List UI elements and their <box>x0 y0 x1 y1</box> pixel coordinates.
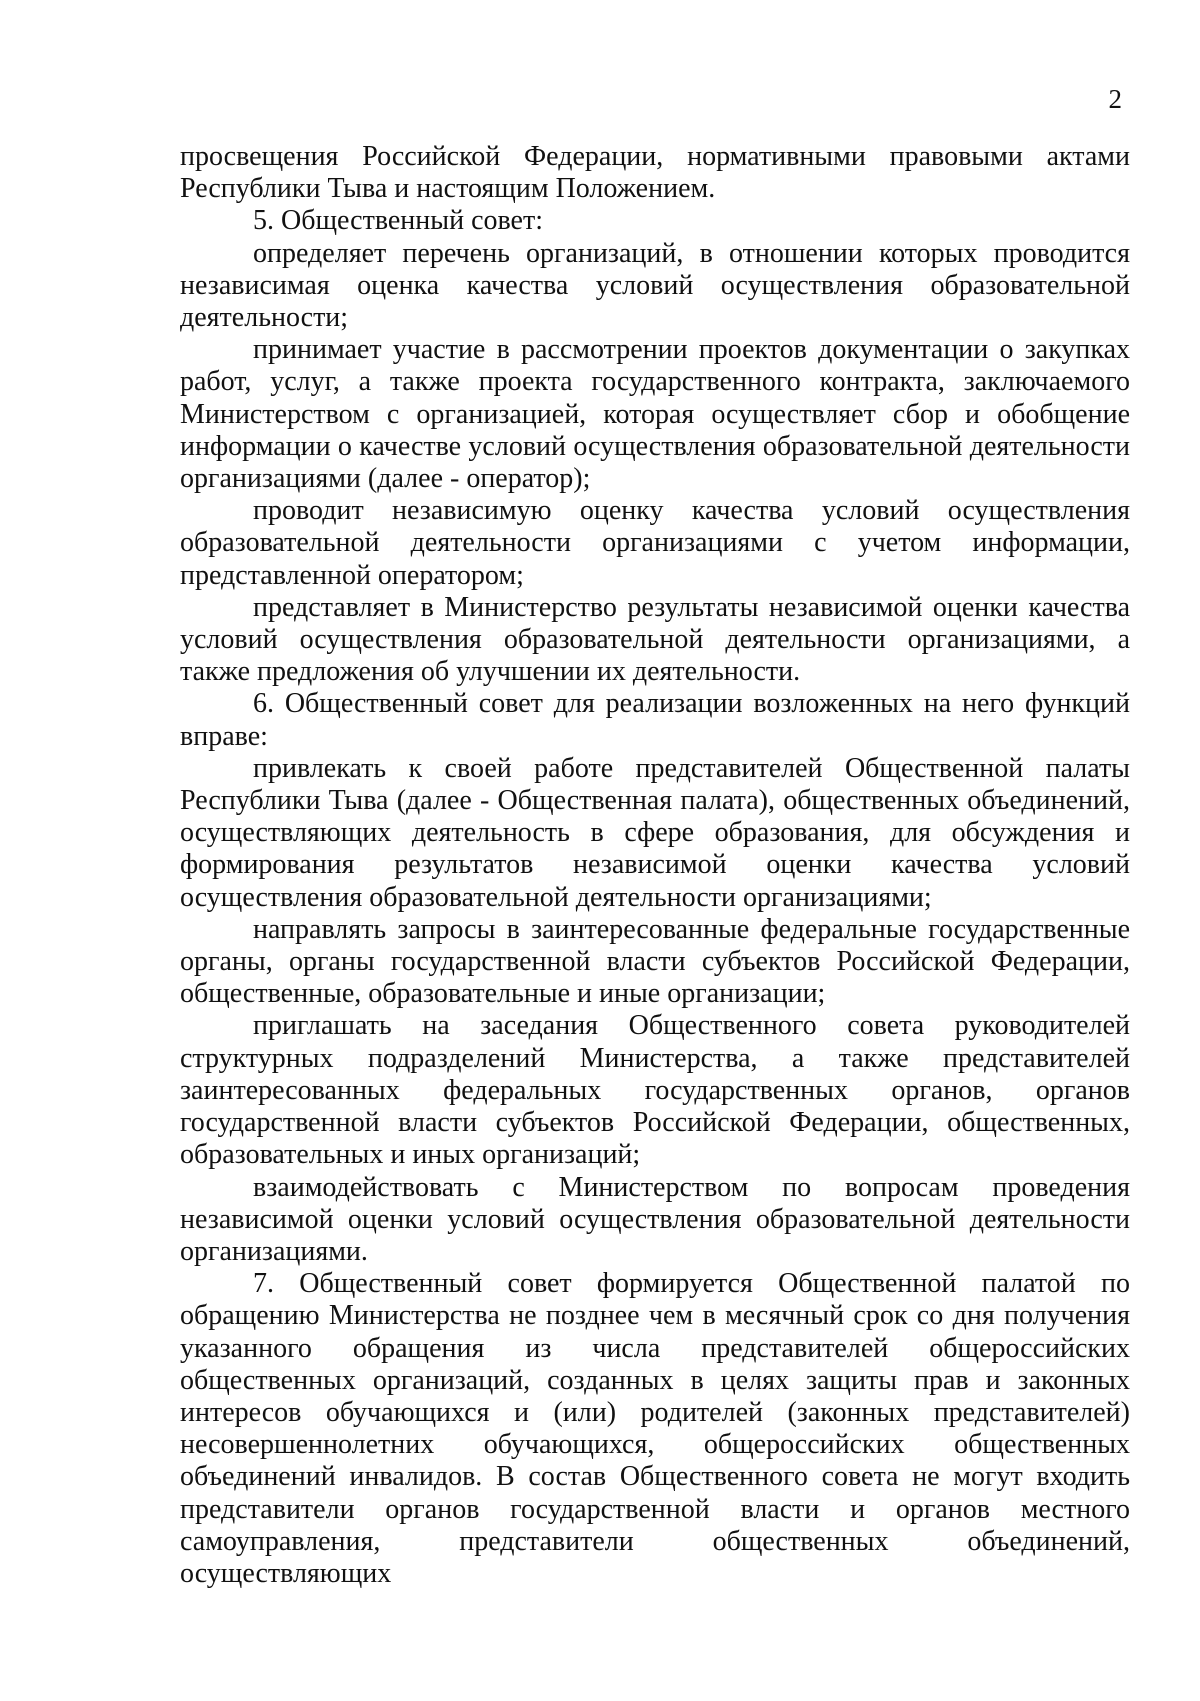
paragraph-item-6-clause-2: направлять запросы в заинтересованные федеральные государственные органы, органы государственной власти субъектов Российской Федерации, общественные, образовательные и иные организации; <box>180 913 1130 1010</box>
paragraph-item-5-heading: 5. Общественный совет: <box>253 205 543 237</box>
paragraph-item-6-heading: 6. Общественный совет для реализации возложенных на него функций вправе: <box>180 688 1130 752</box>
paragraph-item-5-clause-1: определяет перечень организаций, в отношении которых проводится независимая оценка качества условий осуществления образовательной деятельности; <box>180 237 1130 334</box>
paragraph-item-5-clause-4: представляет в Министерство результаты независимой оценки качества условий осуществления образовательной деятельности организациями, а также предложения об улучшении их деятельности. <box>180 591 1130 688</box>
paragraph-item-7: 7. Общественный совет формируется Общественной палатой по обращению Министерства не позднее чем в месячный срок со дня получения указанного обращения из числа представителей общероссийских общественных организаций, созданных в целях защиты прав и законных интересов обучающихся и (или) родителей (законных представителей) несовершеннолетних обучающихся, общероссийских общественных объединений инвалидов. В состав Общественного совета не могут входить представители органов государственной власти и органов местного самоуправления, представители общественных объединений, осуществляющих <box>180 1268 1130 1589</box>
paragraph-item-6-clause-3: приглашать на заседания Общественного совета руководителей структурных подразделений Министерства, а также представителей заинтересованных федеральных государственных органов, органов государственной власти субъектов Российской Федерации, общественных, образовательных и иных организаций; <box>180 1010 1130 1171</box>
paragraph-item-6-clause-4: взаимодействовать с Министерством по вопросам проведения независимой оценки условий осуществления образовательной деятельности организациями. <box>180 1171 1130 1267</box>
document-body <box>180 141 1130 1590</box>
page-number: 2 <box>1108 84 1122 114</box>
paragraph-continuation: просвещения Российской Федерации, нормативными правовыми актами Республики Тыва и настоящим Положением. <box>180 141 1130 205</box>
paragraph-item-6-clause-1: привлекать к своей работе представителей Общественной палаты Республики Тыва (далее - Общественная палата), общественных объединений, осуществляющих деятельность в сфере образования, для обсуждения и формирования результатов независимой оценки качества условий осуществления образовательной деятельности организациями; <box>180 752 1130 913</box>
paragraph-item-5-clause-3: проводит независимую оценку качества условий осуществления образовательной деятельности организациями с учетом информации, представленной оператором; <box>180 495 1130 591</box>
paragraph-item-5-clause-2: принимает участие в рассмотрении проектов документации о закупках работ, услуг, а также проекта государственного контракта, заключаемого Министерством с организацией, которая осуществляет сбор и обобщение информации о качестве условий осуществления образовательной деятельности организациями (далее - оператор); <box>180 334 1130 495</box>
